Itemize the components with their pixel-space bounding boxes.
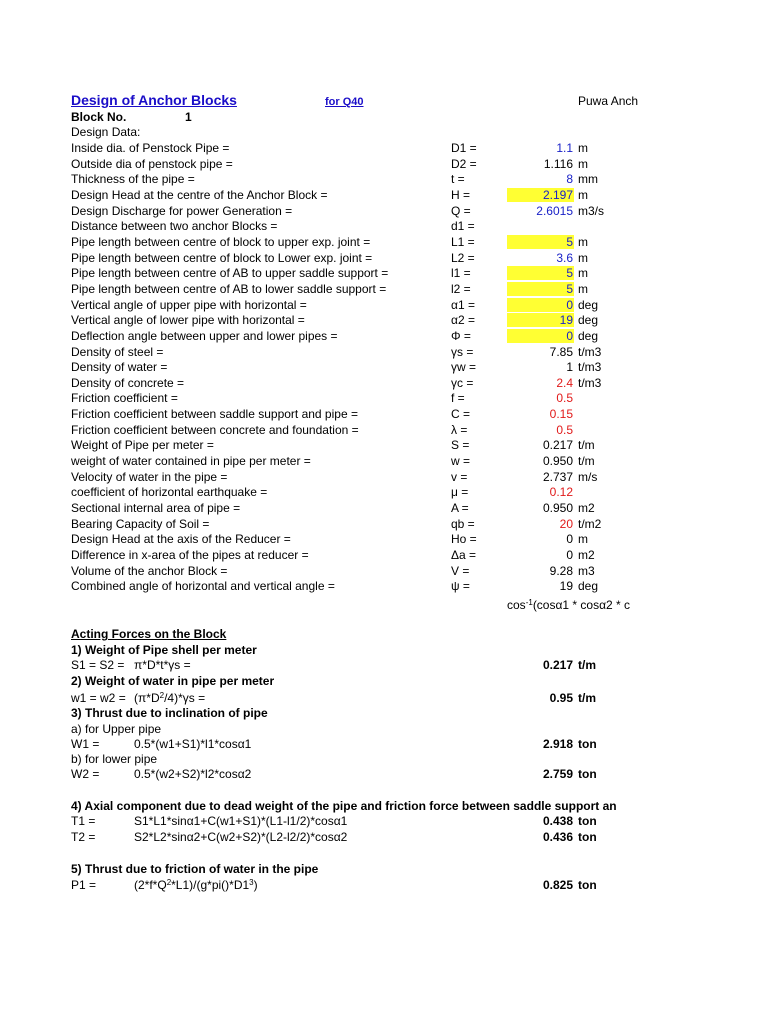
row-value-cell[interactable]: 2.4 xyxy=(556,375,573,390)
w2-unit: ton xyxy=(578,767,597,781)
row-symbol: D1 = xyxy=(451,141,477,155)
row-unit: m xyxy=(578,281,588,296)
row-value-cell[interactable]: 0.12 xyxy=(549,485,573,500)
row-symbol: t = xyxy=(451,172,465,187)
project-name: Puwa Anch xyxy=(578,94,639,108)
row-value-cell[interactable]: 1 xyxy=(566,360,573,375)
row-description: Density of concrete = xyxy=(71,375,185,390)
row-value-cell[interactable]: 0 xyxy=(566,547,573,562)
force-heading-5: 5) Thrust due to friction of water in the pipe xyxy=(71,862,319,876)
row-unit: m xyxy=(578,187,588,202)
row-symbol: H = xyxy=(451,187,471,202)
formula-body: (cosα1 * cosα2 * c xyxy=(532,598,631,612)
w-unit: t/m xyxy=(578,691,596,705)
row-symbol: μ = xyxy=(451,485,469,500)
row-symbol: γw = xyxy=(451,360,477,375)
lower-pipe-label: b) for lower pipe xyxy=(71,752,158,766)
design-data-row xyxy=(0,406,768,422)
p1-lhs: P1 = xyxy=(71,878,97,892)
row-description: Volume of the anchor Block = xyxy=(71,563,228,578)
w-lhs: w1 = w2 = xyxy=(71,691,126,705)
p1-formula-c: ) xyxy=(253,878,258,892)
row-unit: t/m3 xyxy=(578,360,602,375)
row-unit: m xyxy=(578,156,588,171)
row-unit: m/s xyxy=(578,469,598,484)
design-data-row xyxy=(0,297,768,313)
row-symbol: Q = xyxy=(451,203,471,218)
row-value-cell[interactable]: 0 xyxy=(507,329,574,343)
w1-value: 2.918 xyxy=(542,737,573,751)
w1-lhs: W1 = xyxy=(71,737,100,751)
row-value-cell[interactable]: 0.217 xyxy=(542,438,573,453)
design-data-row xyxy=(0,375,768,391)
p1-formula-sup2: 3 xyxy=(249,878,254,887)
sheet-title: Design of Anchor Blocks xyxy=(71,92,237,108)
row-value-cell[interactable]: 0.5 xyxy=(556,422,573,437)
t2-value: 0.436 xyxy=(542,830,573,844)
row-description: Outside dia of penstock pipe = xyxy=(71,156,233,171)
row-symbol: v = xyxy=(451,469,468,484)
row-unit: mm xyxy=(578,172,598,187)
row-value-cell[interactable]: 0.950 xyxy=(542,500,573,515)
design-data-row xyxy=(0,328,768,344)
w1-formula: 0.5*(w1+S1)*l1*cosα1 xyxy=(134,737,252,751)
row-value-cell[interactable]: 19 xyxy=(559,579,573,594)
row-value-cell[interactable]: 0 xyxy=(507,298,574,312)
formula-sup: -1 xyxy=(525,598,533,607)
p1-formula-b: *L1)/(g*pi()*D1 xyxy=(171,878,250,892)
row-description: Friction coefficient between concrete and foundation = xyxy=(71,422,359,437)
row-symbol: V = xyxy=(451,563,470,578)
row-symbol: l1 = xyxy=(451,266,471,281)
t2-formula: S2*L2*sinα2+C(w2+S2)*(L2-l2/2)*cosα2 xyxy=(134,830,348,844)
force-heading-2: 2) Weight of water in pipe per meter xyxy=(71,674,275,688)
design-data-row xyxy=(0,218,768,234)
row-symbol: f = xyxy=(451,391,465,406)
row-unit: m3/s xyxy=(578,203,605,218)
row-unit: m xyxy=(578,234,588,249)
row-value-cell[interactable]: 3.6 xyxy=(556,250,573,265)
row-symbol: α1 = xyxy=(451,297,475,312)
row-value-cell[interactable]: 5 xyxy=(507,235,574,249)
design-data-row xyxy=(0,234,768,250)
p1-unit: ton xyxy=(578,878,597,892)
row-unit: t/m3 xyxy=(578,344,602,359)
row-value-cell[interactable]: 8 xyxy=(566,172,573,187)
row-description: Velocity of water in the pipe = xyxy=(71,469,228,484)
row-description: Vertical angle of lower pipe with horizontal = xyxy=(71,313,305,328)
row-description: Design Discharge for power Generation = xyxy=(71,203,293,218)
row-value-cell[interactable]: 2.737 xyxy=(542,469,573,484)
design-data-row xyxy=(0,422,768,438)
row-symbol: λ = xyxy=(451,422,468,437)
row-value-cell[interactable]: 0 xyxy=(566,532,573,547)
t1-value: 0.438 xyxy=(542,814,573,828)
upper-pipe-label: a) for Upper pipe xyxy=(71,722,162,736)
row-description: Sectional internal area of pipe = xyxy=(71,500,241,515)
p1-value: 0.825 xyxy=(542,878,573,892)
row-symbol: Δa = xyxy=(451,547,477,562)
row-description: Deflection angle between upper and lower pipes = xyxy=(71,328,338,343)
w-formula-a: (π*D xyxy=(134,691,160,705)
row-unit: t/m xyxy=(578,438,595,453)
row-description: coefficient of horizontal earthquake = xyxy=(71,485,268,500)
row-description: weight of water contained in pipe per meter = xyxy=(71,454,311,468)
design-data-row xyxy=(0,531,768,547)
design-data-row xyxy=(0,469,768,485)
row-value-cell[interactable]: 20 xyxy=(559,516,573,531)
row-value-cell[interactable] xyxy=(507,219,574,233)
row-unit: t/m3 xyxy=(578,375,602,390)
row-symbol: ψ = xyxy=(451,579,470,594)
w2-value: 2.759 xyxy=(542,767,573,781)
row-unit: m xyxy=(578,141,588,155)
t2-lhs: T2 = xyxy=(71,830,96,844)
row-symbol: γc = xyxy=(451,375,474,390)
row-value-cell[interactable]: 0.15 xyxy=(549,407,573,422)
t1-formula: S1*L1*sinα1+C(w1+S1)*(L1-l1/2)*cosα1 xyxy=(134,814,348,828)
row-description: Weight of Pipe per meter = xyxy=(71,438,214,453)
row-value-cell[interactable]: 5 xyxy=(507,266,574,280)
row-symbol: qb = xyxy=(451,516,475,531)
t1-unit: ton xyxy=(578,814,597,828)
row-symbol: w = xyxy=(451,454,471,468)
row-symbol: α2 = xyxy=(451,313,475,328)
formula-cos: cos xyxy=(507,598,526,612)
row-description: Density of water = xyxy=(71,360,168,375)
row-description: Distance between two anchor Blocks = xyxy=(71,219,278,234)
row-symbol: L1 = xyxy=(451,234,475,249)
row-symbol: L2 = xyxy=(451,250,475,265)
block-label: Block No. xyxy=(71,110,127,124)
row-description: Design Head at the axis of the Reducer = xyxy=(71,532,291,547)
row-description: Thickness of the pipe = xyxy=(71,172,195,187)
row-description: Bearing Capacity of Soil = xyxy=(71,516,210,531)
w-formula-sup: 2 xyxy=(159,691,165,700)
row-description: Vertical angle of upper pipe with horizontal = xyxy=(71,297,307,312)
row-description: Friction coefficient = xyxy=(71,391,178,406)
row-unit: t/m2 xyxy=(578,516,602,531)
p1-formula-sup1: 2 xyxy=(166,878,172,887)
forces-heading: Acting Forces on the Block xyxy=(71,627,227,641)
row-value-cell[interactable]: 19 xyxy=(507,313,574,327)
row-unit: deg xyxy=(578,297,599,312)
row-unit: m xyxy=(578,250,588,265)
row-value-cell[interactable]: 0.950 xyxy=(542,454,573,468)
w2-formula: 0.5*(w2+S2)*l2*cosα2 xyxy=(134,767,252,781)
design-data-row xyxy=(0,484,768,500)
row-description: Combined angle of horizontal and vertical angle = xyxy=(71,579,335,594)
row-symbol: Φ = xyxy=(451,328,471,343)
row-unit: m xyxy=(578,266,588,281)
row-symbol: A = xyxy=(451,500,469,515)
row-value-cell[interactable]: 1.1 xyxy=(556,141,573,155)
row-symbol: d1 = xyxy=(451,219,475,234)
row-description: Design Head at the centre of the Anchor Block = xyxy=(71,187,328,202)
t2-unit: ton xyxy=(578,830,597,844)
row-description: Density of steel = xyxy=(71,344,164,359)
design-data-row xyxy=(0,171,768,187)
s-lhs: S1 = S2 = xyxy=(71,658,125,672)
force-heading-1: 1) Weight of Pipe shell per meter xyxy=(71,643,257,657)
s-formula: π*D*t*γs = xyxy=(134,658,191,672)
design-data-row xyxy=(0,390,768,406)
design-data-row xyxy=(0,265,768,281)
row-symbol: γs = xyxy=(451,344,474,359)
row-description: Pipe length between centre of AB to upper saddle support = xyxy=(71,266,389,281)
w-value: 0.95 xyxy=(549,691,573,705)
row-symbol: Ho = xyxy=(451,532,477,547)
force-heading-4: 4) Axial component due to dead weight of the pipe and friction force between saddle support an xyxy=(71,799,617,813)
row-description: Difference in x-area of the pipes at reducer = xyxy=(71,547,309,562)
row-symbol: D2 = xyxy=(451,156,477,171)
design-data-row xyxy=(0,187,768,203)
design-data-row xyxy=(0,516,768,532)
w-formula xyxy=(134,691,205,706)
row-value-cell[interactable]: 7.85 xyxy=(549,344,573,359)
discharge-label: for Q40 xyxy=(325,96,364,108)
row-value-cell[interactable]: 5 xyxy=(507,282,574,296)
row-value-cell[interactable]: 9.28 xyxy=(549,563,573,578)
row-symbol: S = xyxy=(451,438,470,453)
row-description: Pipe length between centre of AB to lower saddle support = xyxy=(71,281,387,296)
design-data-row xyxy=(0,500,768,516)
row-unit: m xyxy=(578,532,588,547)
combined-angle-formula xyxy=(507,598,630,612)
p1-formula xyxy=(134,878,258,893)
design-data-row xyxy=(0,344,768,360)
design-data-row xyxy=(0,578,768,594)
design-data-row xyxy=(0,437,768,453)
t1-lhs: T1 = xyxy=(71,814,96,828)
row-symbol: C = xyxy=(451,407,471,422)
design-data-row xyxy=(0,156,768,172)
row-description: Inside dia. of Penstock Pipe = xyxy=(71,141,230,155)
row-unit: deg xyxy=(578,328,599,343)
row-description: Pipe length between centre of block to upper exp. joint = xyxy=(71,234,371,249)
row-value-cell[interactable]: 0.5 xyxy=(556,391,573,406)
design-data-row xyxy=(0,547,768,563)
design-data-row xyxy=(0,359,768,375)
row-unit: m2 xyxy=(578,547,595,562)
block-number: 1 xyxy=(185,110,192,124)
w1-unit: ton xyxy=(578,737,597,751)
s-unit: t/m xyxy=(578,658,596,672)
design-data-row xyxy=(0,203,768,219)
row-description: Friction coefficient between saddle support and pipe = xyxy=(71,407,358,422)
row-unit: t/m xyxy=(578,454,595,468)
design-data-label: Design Data: xyxy=(71,125,141,139)
row-unit: deg xyxy=(578,579,599,594)
design-data-row xyxy=(0,563,768,579)
p1-formula-a: (2*f*Q xyxy=(134,878,167,892)
design-data-row xyxy=(0,250,768,266)
row-value-cell[interactable]: 2.197 xyxy=(507,188,574,202)
s-value: 0.217 xyxy=(542,658,573,672)
w2-lhs: W2 = xyxy=(71,767,100,781)
design-data-row xyxy=(0,281,768,297)
row-unit: deg xyxy=(578,313,599,328)
design-data-row xyxy=(0,312,768,328)
row-symbol: l2 = xyxy=(451,281,471,296)
row-unit: m3 xyxy=(578,563,595,578)
row-unit: m2 xyxy=(578,500,595,515)
row-value-cell[interactable]: 1.116 xyxy=(543,156,573,171)
row-description: Pipe length between centre of block to Lower exp. joint = xyxy=(71,250,373,265)
w-formula-b: /4)*γs = xyxy=(164,691,206,705)
row-value-cell[interactable]: 2.6015 xyxy=(536,203,573,218)
design-data-row xyxy=(0,140,768,156)
force-heading-3: 3) Thrust due to inclination of pipe xyxy=(71,706,268,720)
design-data-row xyxy=(0,453,768,469)
